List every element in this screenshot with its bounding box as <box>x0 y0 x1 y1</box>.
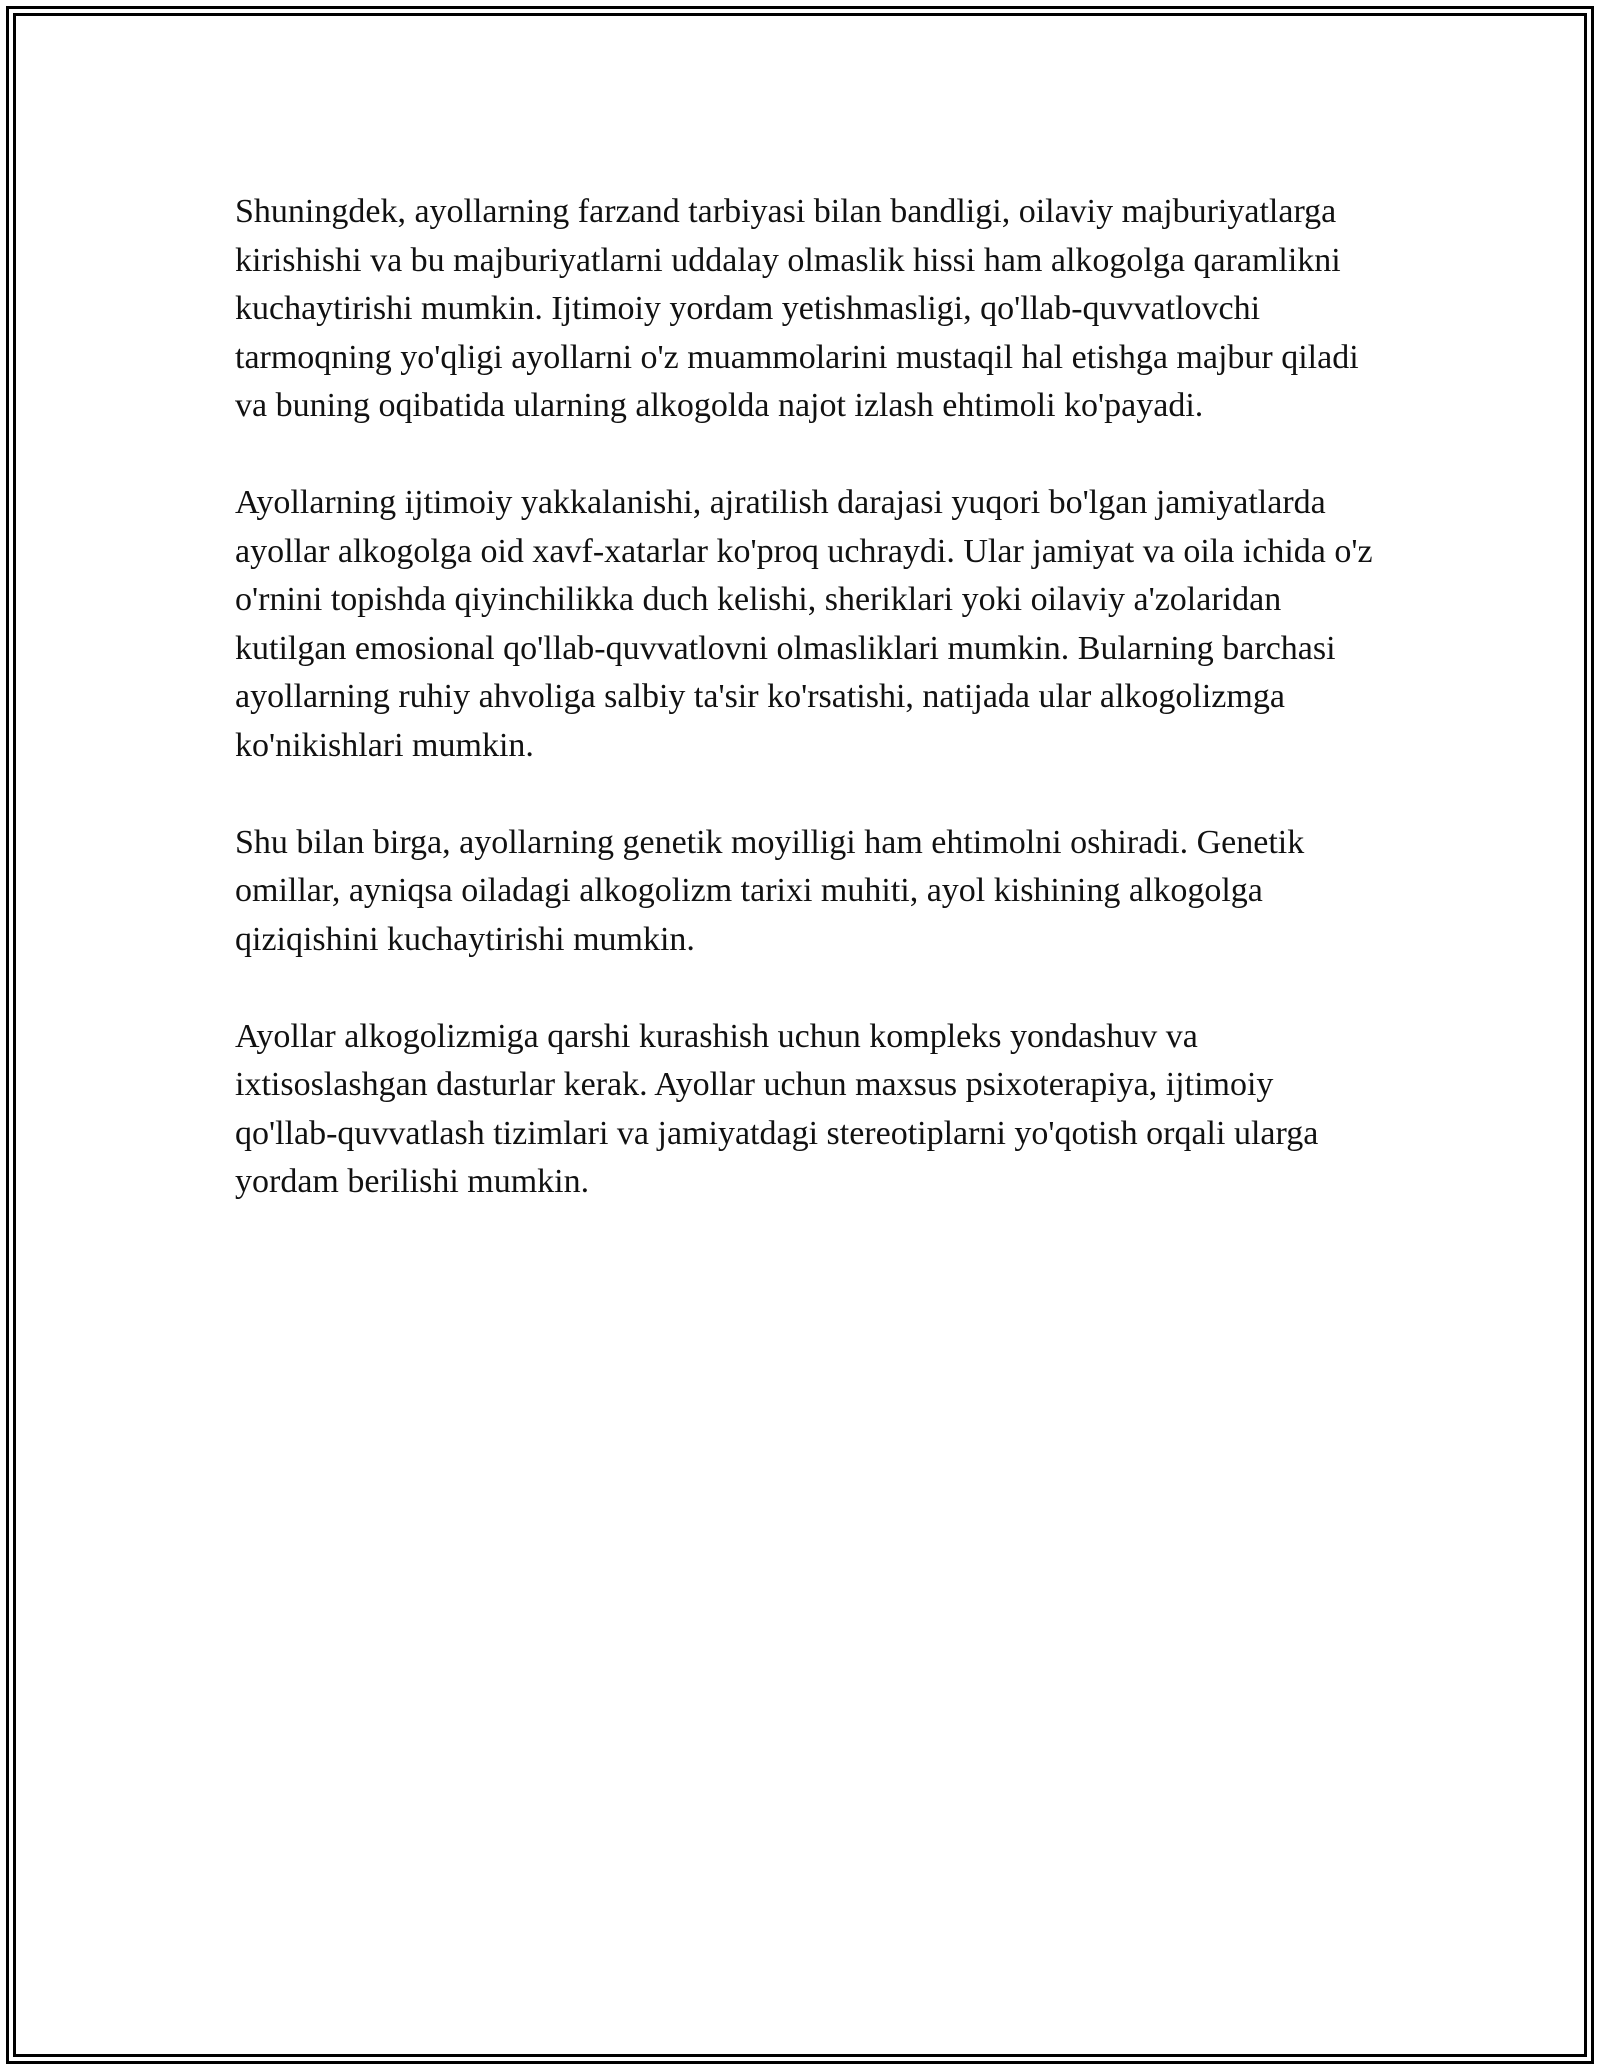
paragraph-1: Shuningdek, ayollarning farzand tarbiyasi bilan bandligi, oilaviy majburiyatlarga kirishishi va bu majburiyatlarni uddalay olmaslik hissi ham alkogolga qaramlikni kuchaytirishi mumkin. Ijtimoiy yordam yetishmasligi, qo'llab-quvvatlovchi tarmoqning yo'qligi ayollarni o'z muammolarini mustaqil hal etishga majbur qiladi va buning oqibatida ularning alkogolda najot izlash ehtimoli ko'payadi. <box>235 193 1359 424</box>
document-body <box>235 188 1375 1255</box>
paragraph-4: Ayollar alkogolizmiga qarshi kurashish uchun kompleks yondashuv va ixtisoslashgan dasturlar kerak. Ayollar uchun maxsus psixoterapiya, ijtimoiy qo'llab-quvvatlash tizimlari va jamiyatdagi stereotiplarni yo'qotish orqali ularga yordam berilishi mumkin. <box>235 1017 1319 1200</box>
paragraph-3: Shu bilan birga, ayollarning genetik moyilligi ham ehtimolni oshiradi. Genetik omillar, ayniqsa oiladagi alkogolizm tarixi muhiti, ayol kishining alkogolga qiziqishini kuchaytirishi mumkin. <box>235 823 1305 958</box>
paragraph-2: Ayollarning ijtimoiy yakkalanishi, ajratilish darajasi yuqori bo'lgan jamiyatlarda ayollar alkogolga oid xavf-xatarlar ko'proq uchraydi. Ular jamiyat va oila ichida o'z o'rnini topishda qiyinchilikka duch kelishi, sheriklari yoki oilaviy a'zolaridan kutilgan emosional qo'llab-quvvatlovni olmasliklari mumkin. Bularning barchasi ayollarning ruhiy ahvoliga salbiy ta'sir ko'rsatishi, natijada ular alkogolizmga ko'nikishlari mumkin. <box>235 484 1373 764</box>
